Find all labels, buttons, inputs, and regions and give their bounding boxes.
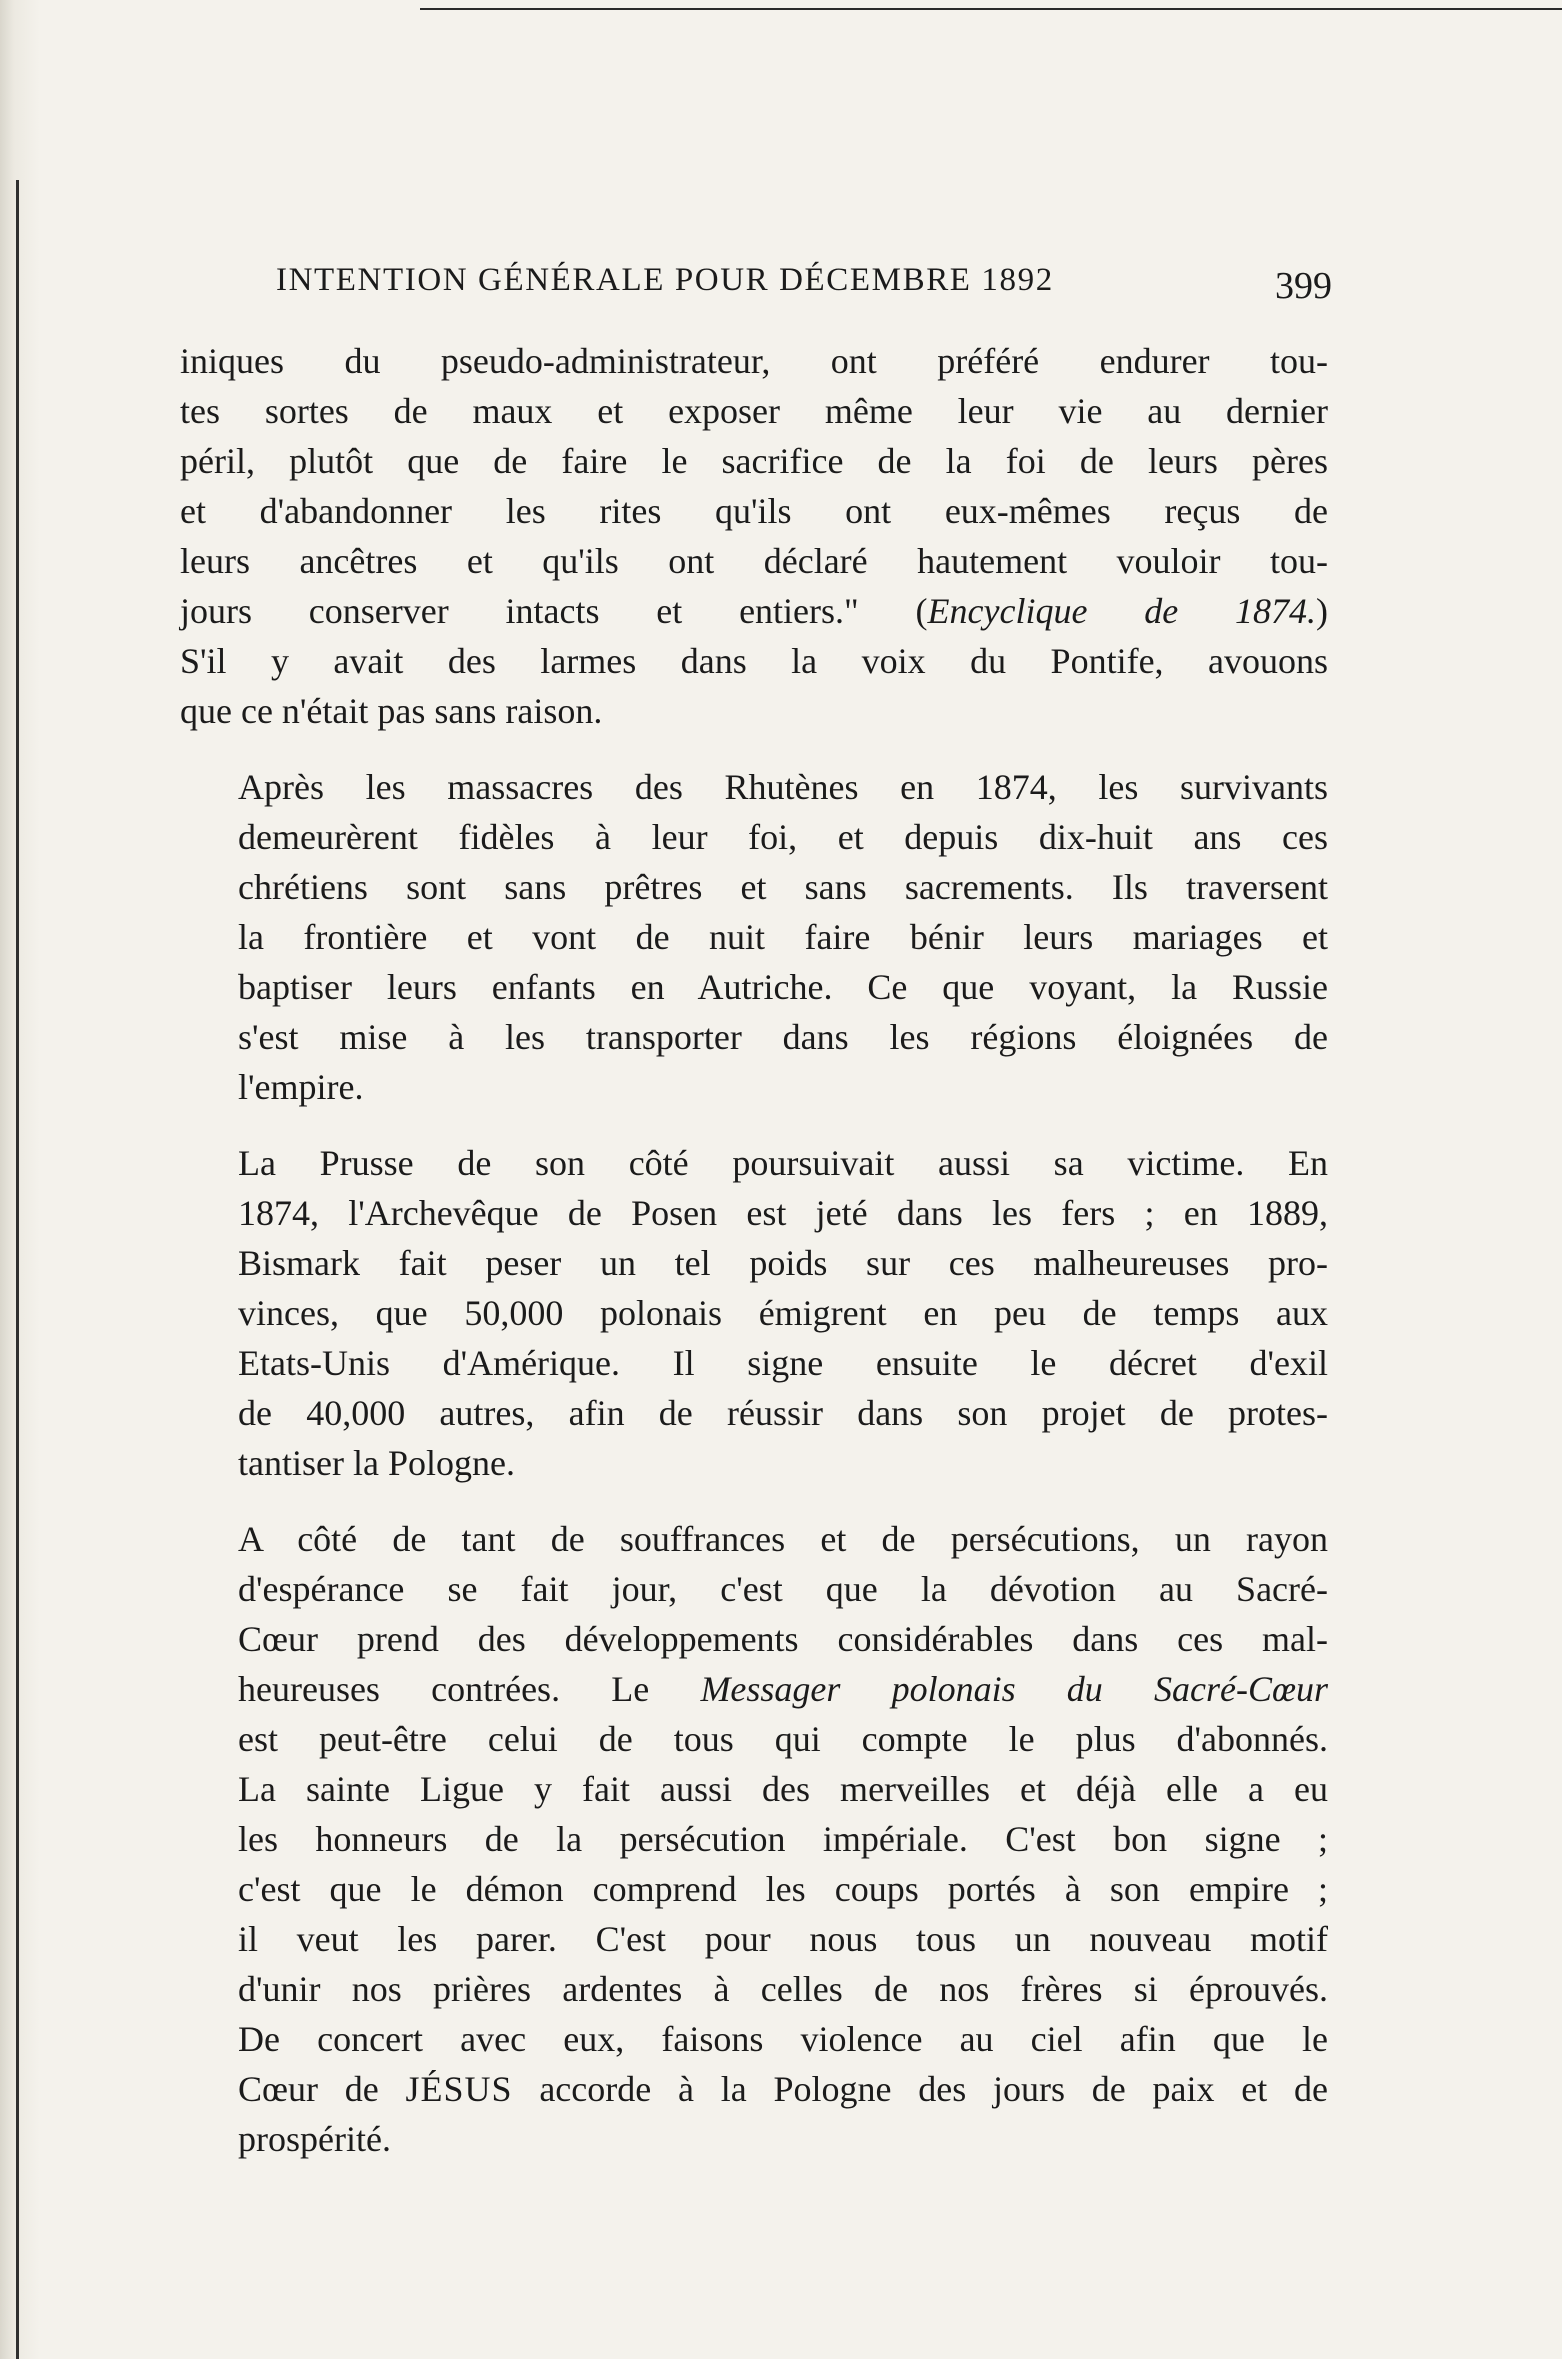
text-line: l'empire. [238, 1067, 364, 1107]
text-line: prospérité. [238, 2119, 391, 2159]
paragraph [180, 1138, 1328, 1488]
page-header [276, 262, 1332, 312]
text-line: iniques du pseudo-administrateur, ont préféré endurer tou- [180, 341, 1328, 381]
page-binding-edge [0, 0, 40, 2359]
text-line: Bismark fait peser un tel poids sur ces malheureuses pro- [238, 1243, 1328, 1283]
page-body [180, 336, 1328, 2164]
top-rule [420, 8, 1562, 10]
text-line: chrétiens sont sans prêtres et sans sacrements. Ils traversent [238, 867, 1328, 907]
text-line: tantiser la Pologne. [238, 1443, 515, 1483]
text-line: heureuses contrées. Le Messager polonais du Sacré-Cœur [238, 1669, 1328, 1709]
text-line: 1874, l'Archevêque de Posen est jeté dans les fers ; en 1889, [238, 1193, 1328, 1233]
text-line: s'est mise à les transporter dans les régions éloignées de [238, 1017, 1328, 1057]
text-line: vinces, que 50,000 polonais émigrent en peu de temps aux [238, 1293, 1328, 1333]
text-line: la frontière et vont de nuit faire bénir leurs mariages et [238, 917, 1328, 957]
text-line: que ce n'était pas sans raison. [180, 691, 603, 731]
text-line: demeurèrent fidèles à leur foi, et depuis dix-huit ans ces [238, 817, 1328, 857]
text-line: jours conserver intacts et entiers." (Encyclique de 1874.) [180, 591, 1328, 631]
text-line: d'unir nos prières ardentes à celles de nos frères si éprouvés. [238, 1969, 1328, 2009]
text-line: A côté de tant de souffrances et de persécutions, un rayon [238, 1519, 1328, 1559]
text-line: et d'abandonner les rites qu'ils ont eux-mêmes reçus de [180, 491, 1328, 531]
text-line: La sainte Ligue y fait aussi des merveilles et déjà elle a eu [238, 1769, 1328, 1809]
text-line: Après les massacres des Rhutènes en 1874, les survivants [238, 767, 1328, 807]
text-line: Cœur prend des développements considérables dans ces mal- [238, 1619, 1328, 1659]
text-line: de 40,000 autres, afin de réussir dans son projet de protes- [238, 1393, 1328, 1433]
text-line: La Prusse de son côté poursuivait aussi sa victime. En [238, 1143, 1328, 1183]
text-line: d'espérance se fait jour, c'est que la dévotion au Sacré- [238, 1569, 1328, 1609]
left-border-line [16, 180, 19, 2359]
text-line: leurs ancêtres et qu'ils ont déclaré hautement vouloir tou- [180, 541, 1328, 581]
text-line: les honneurs de la persécution impériale. C'est bon signe ; [238, 1819, 1328, 1859]
text-line: De concert avec eux, faisons violence au ciel afin que le [238, 2019, 1328, 2059]
paragraph [180, 336, 1328, 736]
text-line: Cœur de JÉSUS accorde à la Pologne des jours de paix et de [238, 2069, 1328, 2109]
text-line: il veut les parer. C'est pour nous tous un nouveau motif [238, 1919, 1328, 1959]
paragraph [180, 762, 1328, 1112]
page-number: 399 [1275, 265, 1332, 307]
text-line: baptiser leurs enfants en Autriche. Ce que voyant, la Russie [238, 967, 1328, 1007]
text-line: Etats-Unis d'Amérique. Il signe ensuite le décret d'exil [238, 1343, 1328, 1383]
text-line: tes sortes de maux et exposer même leur vie au dernier [180, 391, 1328, 431]
text-line: c'est que le démon comprend les coups portés à son empire ; [238, 1869, 1328, 1909]
running-head: INTENTION GÉNÉRALE POUR DÉCEMBRE 1892 [276, 262, 1054, 298]
text-line: péril, plutôt que de faire le sacrifice de la foi de leurs pères [180, 441, 1328, 481]
text-line: S'il y avait des larmes dans la voix du Pontife, avouons [180, 641, 1328, 681]
text-line: est peut-être celui de tous qui compte le plus d'abonnés. [238, 1719, 1328, 1759]
paragraph [180, 1514, 1328, 2164]
